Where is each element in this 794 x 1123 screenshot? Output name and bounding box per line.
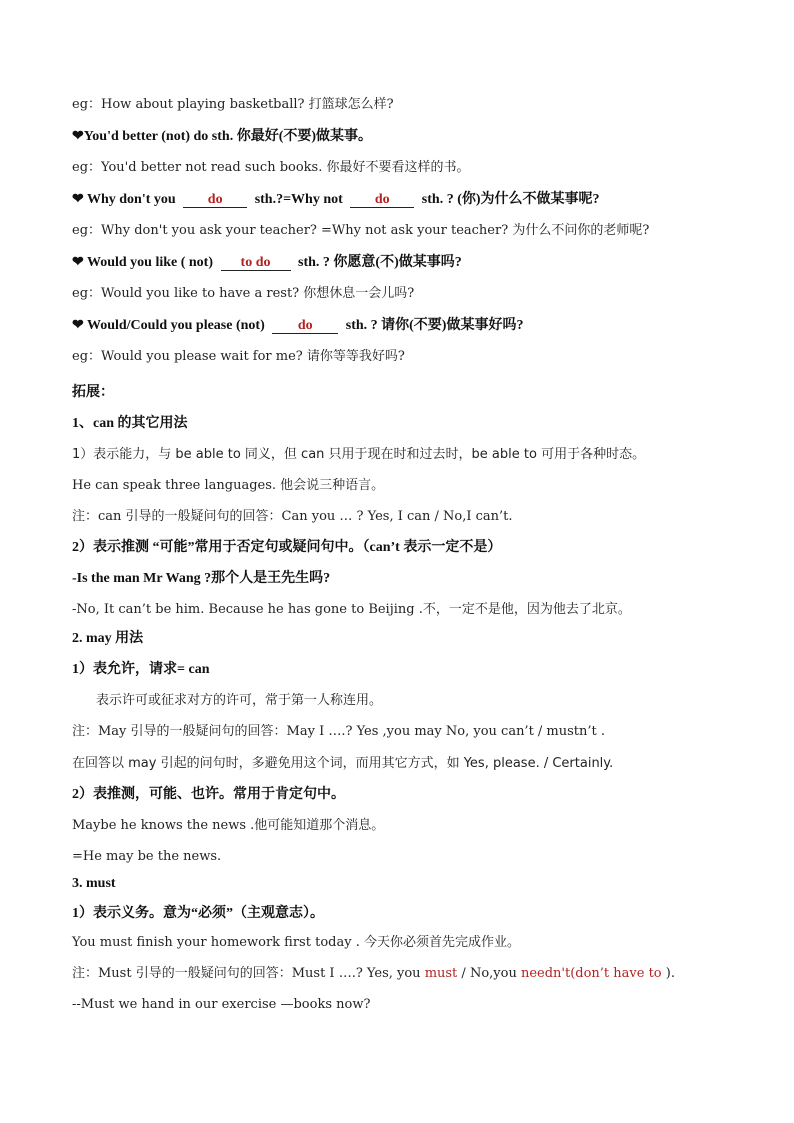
may-speculation-heading: 2）表推测，可能、也许。常用于肯定句中。: [72, 787, 345, 802]
heading-must: 3. must: [72, 876, 116, 891]
example-how-about: eg：How about playing basketball? 打篮球怎么样?: [72, 97, 394, 112]
note-text-a: 注：Must 引导的一般疑问句的回答：Must I ….? Yes, you: [72, 966, 425, 981]
rule-text-a: ❤ Why don't you: [72, 192, 180, 207]
rule-had-better: ❤You'd better (not) do sth. 你最好(不要)做某事。: [72, 129, 373, 144]
can-question-answer-note: 注：can 引导的一般疑问句的回答：Can you … ? Yes, I can / No,I can’t.: [72, 509, 513, 524]
rule-why-dont-you: [72, 191, 600, 209]
may-avoid-note: 在回答以 may 引起的问句时，多避免用这个词，而用其它方式，如 Yes, please. / Certainly.: [72, 756, 614, 771]
example-would-you-please: eg：Would you please wait for me? 请你等等我好吗?: [72, 349, 405, 364]
may-permission-note: 表示许可或征求对方的许可，常于第一人称连用。: [96, 693, 383, 708]
highlight-must: must: [424, 966, 458, 981]
example-why-dont-you: eg：Why don't you ask your teacher? =Why not ask your teacher? 为什么不问你的老师呢?: [72, 223, 650, 238]
must-example: You must finish your homework first today . 今天你必须首先完成作业。: [72, 935, 520, 950]
rule-text-b: sth. ? 你愿意(不)做某事吗?: [294, 255, 462, 270]
must-obligation-heading: 1）表示义务。意为“必须”（主观意志）。: [72, 906, 324, 921]
blank-answer: to do: [221, 256, 291, 271]
can-dialogue-question: -Is the man Mr Wang ?那个人是王先生吗?: [72, 571, 331, 586]
section-heading-extension: 拓展：: [72, 385, 114, 400]
rule-text-b: sth. ? 请你(不要)做某事好吗?: [342, 318, 524, 333]
heading-may-usage: 2. may 用法: [72, 631, 144, 646]
may-example: Maybe he knows the news .他可能知道那个消息。: [72, 818, 385, 833]
rule-text-a: ❤ Would/Could you please (not): [72, 318, 269, 333]
may-rewrite-example: =He may be the news.: [72, 849, 222, 864]
example-would-you-like: eg：Would you like to have a rest? 你想休息一会儿吗?: [72, 286, 415, 301]
rule-would-could-please: [72, 317, 523, 335]
blank-answer: do: [183, 193, 247, 208]
can-speculation-heading: 2）表示推测 “可能”常用于否定句或疑问句中。（can’t 表示一定不是）: [72, 540, 502, 555]
rule-would-you-like: [72, 254, 462, 272]
note-text-c: ).: [661, 966, 675, 981]
heading-can-usage: 1、can 的其它用法: [72, 416, 188, 431]
must-question-answer-note: [72, 965, 675, 983]
must-dialogue-question: --Must we hand in our exercise —books now?: [72, 997, 371, 1012]
can-ability-example: He can speak three languages. 他会说三种语言。: [72, 478, 385, 493]
rule-text-a: ❤ Would you like ( not): [72, 255, 217, 270]
example-had-better: eg：You'd better not read such books. 你最好不要看这样的书。: [72, 160, 470, 175]
blank-answer: do: [272, 319, 338, 334]
can-dialogue-answer: -No, It can’t be him. Because he has gone to Beijing .不，一定不是他，因为他去了北京。: [72, 602, 631, 617]
rule-text-c: sth. ? (你)为什么不做某事呢?: [418, 192, 600, 207]
note-text-b: / No,you: [457, 966, 521, 981]
may-question-answer-note: 注：May 引导的一般疑问句的回答：May I ….? Yes ,you may No, you can’t / mustn’t .: [72, 724, 606, 739]
blank-answer: do: [350, 193, 414, 208]
may-permission-heading: 1）表允许，请求= can: [72, 662, 210, 677]
can-ability-note: 1）表示能力，与 be able to 同义，但 can 只用于现在时和过去时，be able to 可用于各种时态。: [72, 447, 646, 462]
rule-text-b: sth.?=Why not: [251, 192, 347, 207]
highlight-neednt: needn't(don’t have to: [520, 966, 662, 981]
